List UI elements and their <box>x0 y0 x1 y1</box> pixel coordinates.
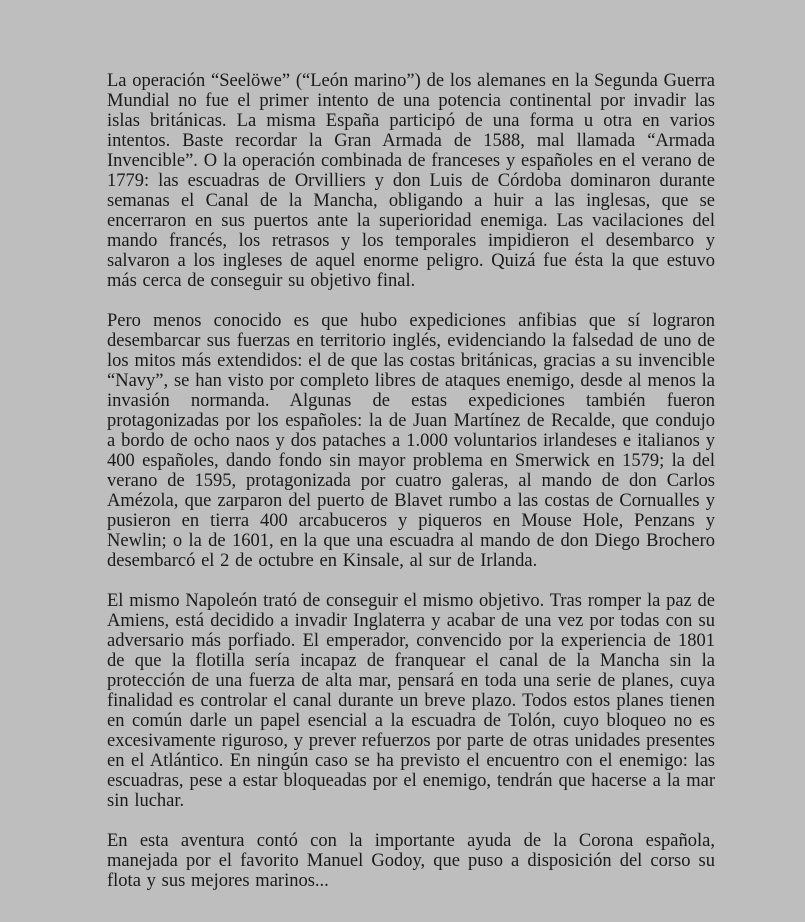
article-text <box>107 71 715 891</box>
paragraph-corona-espanola: En esta aventura contó con la importante ayuda de la Corona española, manejada por el favorito Manuel Godoy, que puso a disposición del corso su flota y sus mejores marinos... <box>107 831 715 891</box>
paragraph-expediciones-anfibias: Pero menos conocido es que hubo expediciones anfibias que sí lograron desembarcar sus fuerzas en territorio inglés, evidenciando la falsedad de uno de los mitos más extendidos: el de que las costas británicas, gracias a su invencible “Navy”, se han visto por completo libres de ataques enemigo, desde al menos la invasión normanda. Algunas de estas expediciones también fueron protagonizadas por los españoles: la de Juan Martínez de Recalde, que condujo a bordo de ocho naos y dos pataches a 1.000 voluntarios irlandeses e italianos y 400 españoles, dando fondo sin mayor problema en Smerwick en 1579; la del verano de 1595, protagonizada por cuatro galeras, al mando de don Carlos Amézola, que zarparon del puerto de Blavet rumbo a las costas de Cornualles y pusieron en tierra 400 arcabuceros y piqueros en Mouse Hole, Penzans y Newlin; o la de 1601, en la que una escuadra al mando de don Diego Brochero desembarcó el 2 de octubre en Kinsale, al sur de Irlanda. <box>107 311 715 571</box>
paragraph-napoleon-planes: El mismo Napoleón trató de conseguir el mismo objetivo. Tras romper la paz de Amiens, está decidido a invadir Inglaterra y acabar de una vez por todas con su adversario más porfiado. El emperador, convencido por la experiencia de 1801 de que la flotilla sería incapaz de franquear el canal de la Mancha sin la protección de una fuerza de alta mar, pensará en toda una serie de planes, cuya finalidad es controlar el canal durante un breve plazo. Todos estos planes tienen en común darle un papel esencial a la escuadra de Tolón, cuyo bloqueo no es excesivamente riguroso, y prever refuerzos por parte de otras unidades presentes en el Atlántico. En ningún caso se ha previsto el encuentro con el enemigo: las escuadras, pese a estar bloqueadas por el enemigo, tendrán que hacerse a la mar sin luchar. <box>107 591 715 811</box>
paragraph-seelowe-armada: La operación “Seelöwe” (“León marino”) de los alemanes en la Segunda Guerra Mundial no fue el primer intento de una potencia continental por invadir las islas británicas. La misma España participó de una forma u otra en varios intentos. Baste recordar la Gran Armada de 1588, mal llamada “Armada Invencible”. O la operación combinada de franceses y españoles en el verano de 1779: las escuadras de Orvilliers y don Luis de Córdoba dominaron durante semanas el Canal de la Mancha, obligando a huir a las inglesas, que se encerraron en sus puertos ante la superioridad enemiga. Las vacilaciones del mando francés, los retrasos y los temporales impidieron el desembarco y salvaron a los ingleses de aquel enorme peligro. Quizá fue ésta la que estuvo más cerca de conseguir su objetivo final. <box>107 71 715 291</box>
document-page <box>107 71 715 891</box>
